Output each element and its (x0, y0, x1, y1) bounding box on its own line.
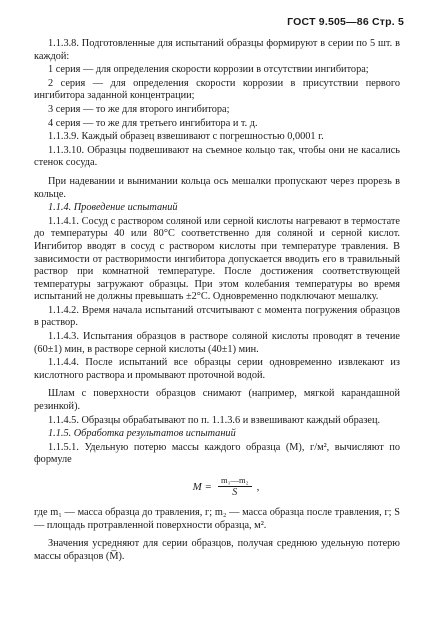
section-heading-1-1-4: 1.1.4. Проведение испытаний (48, 202, 178, 214)
formula-mass-loss (52, 475, 400, 499)
paragraph-1-1-4-3: 1.1.4.3. Испытания образцов в растворе соляной кислоты проводят в течение (60±1) мин, в растворе серной кислоты (40±1) мин. (34, 331, 400, 355)
paragraph-1-1-3-8: 1.1.3.8. Подготовленные для испытаний образцы формируют в серии по 5 шт. в каждой: (34, 38, 400, 62)
document-body (34, 38, 400, 564)
series-3: 3 серия — то же для второго ингибитора; (48, 103, 230, 115)
formula-denominator: S (232, 487, 238, 498)
page-header: ГОСТ 9.505—86 Стр. 5 (287, 16, 404, 28)
series-2: 2 серия — для определения скорости коррозии в присутствии первого ингибитора заданной концентрации; (34, 77, 400, 102)
formula-numerator: m₁—m₂ (218, 475, 252, 487)
paragraph-1-1-4-4: 1.1.4.4. После испытаний все образцы серии одновременно извлекают из кислотного раствора и промывают проточной водой. (34, 357, 400, 381)
paragraph-1-1-4-5: 1.1.4.5. Образцы обрабатывают по п. 1.1.3.6 и взвешивают каждый образец. (48, 414, 381, 426)
sludge-note: Шлам с поверхности образцов снимают (например, мягкой карандашной резинкой). (34, 388, 400, 413)
series-1: 1 серия — для определения скорости коррозии в отсутствии ингибитора; (48, 64, 369, 76)
series-4: 4 серия — то же для третьего ингибитора и т. д. (48, 117, 258, 129)
ring-note: При надевании и вынимании кольца ось мешалки пропускают через прорезь в кольце. (34, 175, 400, 200)
paragraph-1-1-4-1: 1.1.4.1. Сосуд с раствором соляной или серной кислоты нагревают в термостате до температуры 40 или 80°С соответственно для соляной и серной кислот. Ингибитор вводят в сосуд с раствором кислоты при температуре травления. В зависимости от растворимости ингибитора допускается вводить его в травильный раствор при комнатной температуре. После достижения соответствующей температуры загружают образцы. При этом колебания температуры во время испытаний не должны превышать ±2°С. Одновременно подключают мешалку. (34, 215, 400, 303)
formula-tail: , (256, 480, 260, 493)
paragraph-1-1-3-9: 1.1.3.9. Каждый образец взвешивают с погрешностью 0,0001 г. (48, 131, 324, 143)
section-heading-1-1-5: 1.1.5. Обработка результатов испытаний (48, 428, 236, 440)
formula-legend: где m₁ — масса образца до травления, г; m₂ — масса образца после травления, г; S — площадь протравленной поверхности образца, м². (34, 507, 400, 531)
paragraph-1-1-4-2: 1.1.4.2. Время начала испытаний отсчитывают с момента погружения образцов в раствор. (34, 304, 400, 329)
paragraph-1-1-5-1: 1.1.5.1. Удельную потерю массы каждого образца (M), г/м², вычисляют по формуле (34, 441, 400, 466)
averaging-note: Значения усредняют для серии образцов, получая среднюю удельную потерю массы образцов (M̅). (34, 538, 400, 562)
formula-lhs: M = (192, 480, 212, 493)
formula-fraction (218, 475, 252, 499)
paragraph-1-1-3-10: 1.1.3.10. Образцы подвешивают на съемное кольцо так, чтобы они не касались стенок сосуда. (34, 144, 400, 169)
